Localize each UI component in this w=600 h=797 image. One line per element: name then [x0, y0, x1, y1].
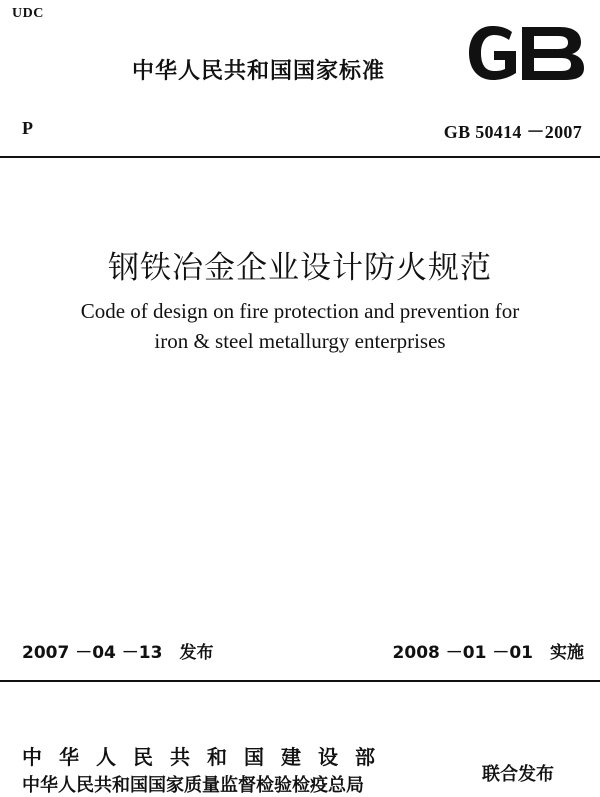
gb-logo	[466, 24, 588, 82]
document-title-english	[0, 296, 600, 356]
issuer-ministry: 中华人民共和国建设部	[22, 745, 392, 769]
english-title-line-1: Code of design on fire protection and prevention for	[80, 299, 520, 323]
joint-issue-label: 联合发布	[482, 764, 554, 785]
implementation-date: 2008 －01 －01 实施	[392, 643, 584, 663]
english-title-line-2: iron & steel metallurgy enterprises	[154, 329, 446, 353]
bottom-divider	[0, 680, 600, 682]
udc-label: UDC	[12, 6, 44, 21]
classification-code: P	[22, 118, 33, 138]
issuer-aqsiq: 中华人民共和国国家质量监督检验检疫总局	[22, 775, 364, 796]
top-divider	[0, 156, 600, 158]
standard-number: GB 50414 －2007	[443, 122, 582, 142]
document-title-chinese: 钢铁冶金企业设计防火规范	[108, 250, 492, 286]
issue-date: 2007 －04 －13 发布	[22, 643, 214, 663]
national-standard-heading: 中华人民共和国国家标准	[132, 59, 386, 84]
gb-logo-graphic	[466, 24, 588, 82]
